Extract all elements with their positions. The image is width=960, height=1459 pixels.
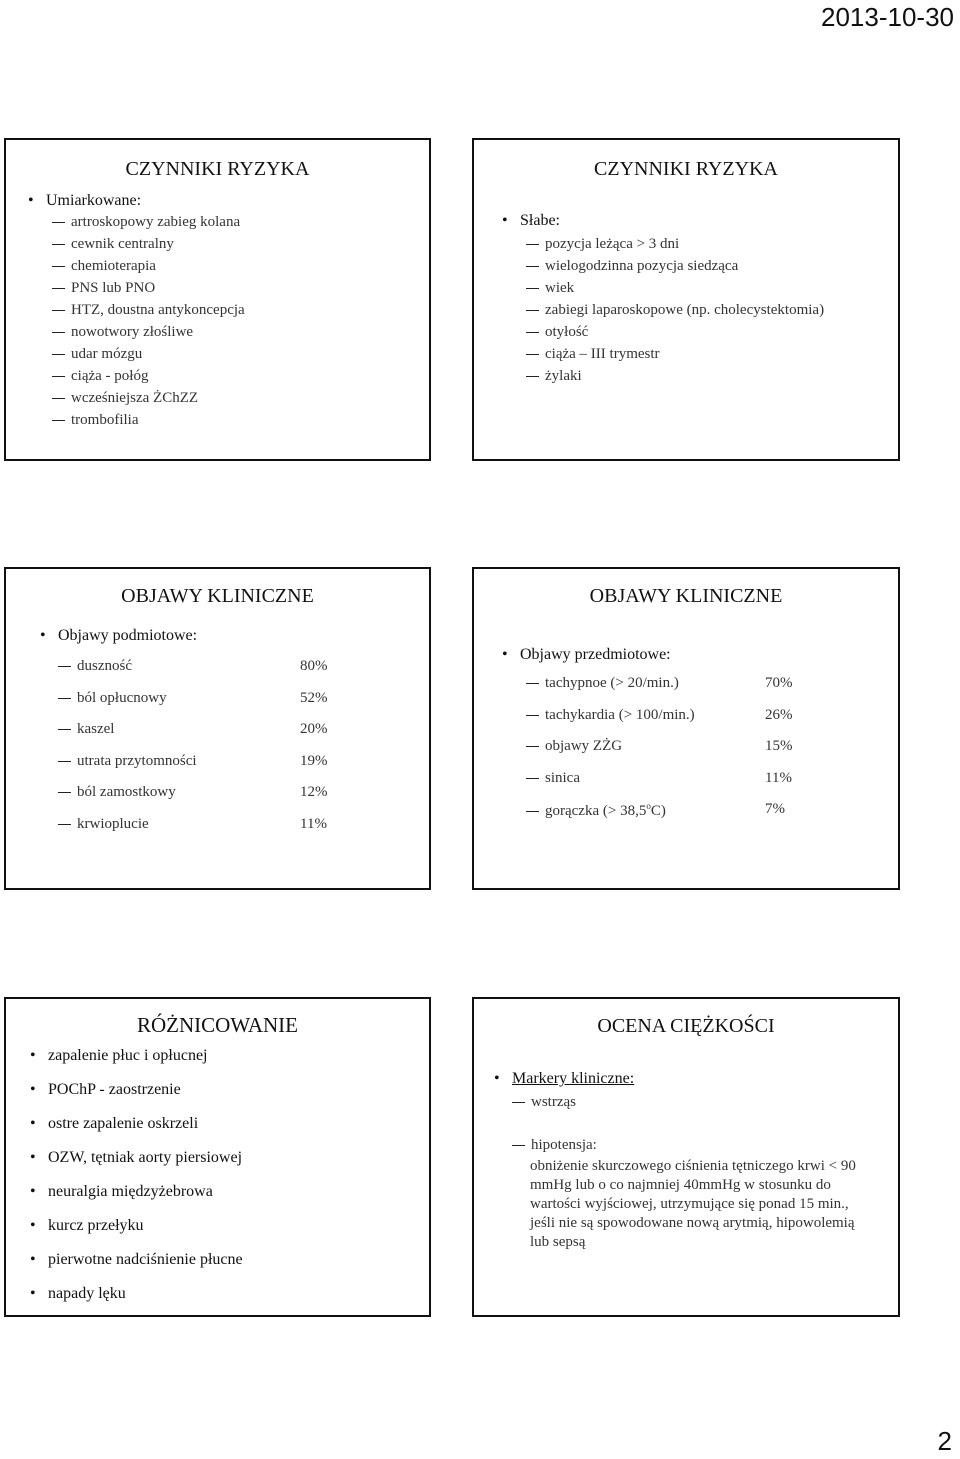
dash-icon	[526, 354, 539, 355]
hypotension-description: obniżenie skurczowego ciśnienia tętniczego krwi < 90 mmHg lub o co najmniej 40mmHg w stosunku do wartości wyjściowej, utrzymujące się ponad 15 min., jeśli nie są spowodowane nową arytmią, hipowolemią lub sepsą	[530, 1158, 856, 1250]
dash-icon	[526, 746, 539, 747]
dash-icon	[52, 288, 65, 289]
dash-icon	[526, 778, 539, 779]
bullet-icon: •	[30, 1285, 36, 1302]
slide-title: RÓŻNICOWANIE	[137, 1013, 298, 1037]
bullet-item: • napady lęku	[30, 1285, 126, 1302]
percent-value: 11%	[765, 770, 792, 786]
dash-icon	[526, 332, 539, 333]
bullet-icon: •	[30, 1217, 36, 1234]
dash-icon	[58, 698, 71, 699]
bullet-icon: •	[502, 646, 508, 663]
list-item: trombofilia	[52, 412, 139, 429]
list-item: objawy ZŻG	[526, 738, 622, 755]
dash-icon	[512, 1102, 525, 1103]
list-item: HTZ, doustna antykoncepcja	[52, 302, 245, 319]
dash-icon	[52, 398, 65, 399]
slide-title: OBJAWY KLINICZNE	[121, 585, 314, 607]
dash-icon	[52, 222, 65, 223]
dash-icon	[58, 666, 71, 667]
dash-icon	[58, 761, 71, 762]
dash-icon	[526, 811, 539, 812]
slide-title: OCENA CIĘŻKOŚCI	[597, 1015, 775, 1037]
bullet-item: • POChP - zaostrzenie	[30, 1081, 181, 1098]
list-item: utrata przytomności	[58, 753, 197, 770]
percent-value: 11%	[300, 816, 327, 832]
bullet-icon: •	[494, 1070, 500, 1087]
page-number: 2	[937, 1426, 952, 1456]
list-item: krwioplucie	[58, 816, 149, 833]
list-item: chemioterapia	[52, 258, 156, 275]
bullet-icon: •	[30, 1149, 36, 1166]
list-item: żylaki	[526, 368, 582, 385]
dash-icon	[52, 310, 65, 311]
list-item: ciąża – III trymestr	[526, 346, 660, 363]
dash-icon	[52, 266, 65, 267]
list-item: sinica	[526, 770, 580, 787]
list-item: wielogodzinna pozycja siedząca	[526, 258, 738, 275]
bullet-icon: •	[30, 1251, 36, 1268]
bullet-heading	[28, 192, 141, 210]
list-item: kaszel	[58, 721, 114, 738]
header-date: 2013-10-30	[821, 2, 954, 32]
percent-value: 12%	[300, 784, 328, 800]
list-item: gorączka (> $38,5^oC$)	[526, 801, 666, 820]
bullet-item: • OZW, tętniak aorty piersiowej	[30, 1149, 243, 1166]
dash-icon	[52, 332, 65, 333]
bullet-item: • kurcz przełyku	[30, 1217, 144, 1234]
bullet-icon: •	[28, 192, 34, 209]
dash-icon	[52, 376, 65, 377]
slide-symptoms-subjective	[4, 567, 431, 890]
bullet-item: • ostre zapalenie oskrzeli	[30, 1115, 199, 1132]
bullet-heading	[40, 627, 197, 645]
percent-value: 15%	[765, 738, 793, 754]
list-item: tachykardia (> 100/min.)	[526, 707, 695, 724]
dash-icon	[58, 792, 71, 793]
degree-sup: o	[646, 801, 651, 811]
bullet-item: • zapalenie płuc i opłucnej	[30, 1047, 208, 1064]
bullet-icon: •	[30, 1081, 36, 1098]
slide-risk-factors-moderate	[4, 138, 431, 461]
list-item: cewnik centralny	[52, 236, 174, 253]
dash-icon	[58, 824, 71, 825]
slide-title: CZYNNIKI RYZYKA	[594, 158, 778, 180]
list-item: artroskopowy zabieg kolana	[52, 214, 240, 231]
bullet-item: • pierwotne nadciśnienie płucne	[30, 1251, 243, 1268]
list-item: duszność	[58, 658, 132, 675]
bullet-icon: •	[30, 1115, 36, 1132]
percent-value: 80%	[300, 658, 328, 674]
heading-text: Słabe:	[520, 212, 560, 229]
list-item: nowotwory złośliwe	[52, 324, 193, 341]
heading-text: Objawy podmiotowe:	[58, 627, 198, 644]
heading-text: Umiarkowane:	[46, 192, 142, 209]
list-item: wiek	[526, 280, 574, 297]
dash-icon	[526, 683, 539, 684]
dash-icon	[52, 420, 65, 421]
list-item: tachypnoe (> 20/min.)	[526, 675, 679, 692]
list-item: ból opłucnowy	[58, 690, 167, 707]
bullet-icon: •	[40, 627, 46, 644]
dash-icon	[526, 376, 539, 377]
dash-icon	[58, 729, 71, 730]
list-item: pozycja leżąca > 3 dni	[526, 236, 679, 253]
heading-text: Objawy przedmiotowe:	[520, 646, 671, 663]
bullet-item: • neuralgia międzyżebrowa	[30, 1183, 213, 1200]
bullet-heading	[494, 1070, 634, 1088]
slide-risk-factors-weak	[472, 138, 900, 461]
dash-icon	[526, 310, 539, 311]
bullet-icon: •	[30, 1183, 36, 1200]
percent-value: 70%	[765, 675, 793, 691]
bullet-icon: •	[502, 212, 508, 229]
list-item: zabiegi laparoskopowe (np. cholecystektomia)	[526, 302, 824, 319]
list-item: hipotensja:	[512, 1137, 597, 1154]
percent-value: 52%	[300, 690, 328, 706]
bullet-heading	[502, 646, 671, 664]
percent-value: 7%	[765, 801, 785, 817]
dash-icon	[512, 1145, 525, 1146]
slide-symptoms-objective	[472, 567, 900, 890]
slide-title: OBJAWY KLINICZNE	[589, 585, 783, 607]
dash-icon	[526, 244, 539, 245]
list-item: ciąża - połóg	[52, 368, 148, 385]
dash-icon	[52, 354, 65, 355]
slide-severity-assessment	[472, 997, 900, 1317]
list-item: otyłość	[526, 324, 588, 341]
slide-differential	[4, 997, 431, 1317]
list-item: wstrząs	[512, 1094, 576, 1111]
list-item: ból zamostkowy	[58, 784, 176, 801]
dash-icon	[526, 266, 539, 267]
heading-text: Markery kliniczne:	[512, 1070, 635, 1087]
slide-title: CZYNNIKI RYZYKA	[125, 158, 310, 180]
percent-value: 26%	[765, 707, 793, 723]
bullet-heading	[502, 212, 560, 230]
list-item: PNS lub PNO	[52, 280, 155, 297]
dash-icon	[52, 244, 65, 245]
dash-icon	[526, 288, 539, 289]
bullet-icon: •	[30, 1047, 36, 1064]
dash-icon	[526, 715, 539, 716]
list-item: wcześniejsza ŻChZZ	[52, 390, 198, 407]
list-item: udar mózgu	[52, 346, 142, 363]
percent-value: 19%	[300, 753, 328, 769]
percent-value: 20%	[300, 721, 328, 737]
